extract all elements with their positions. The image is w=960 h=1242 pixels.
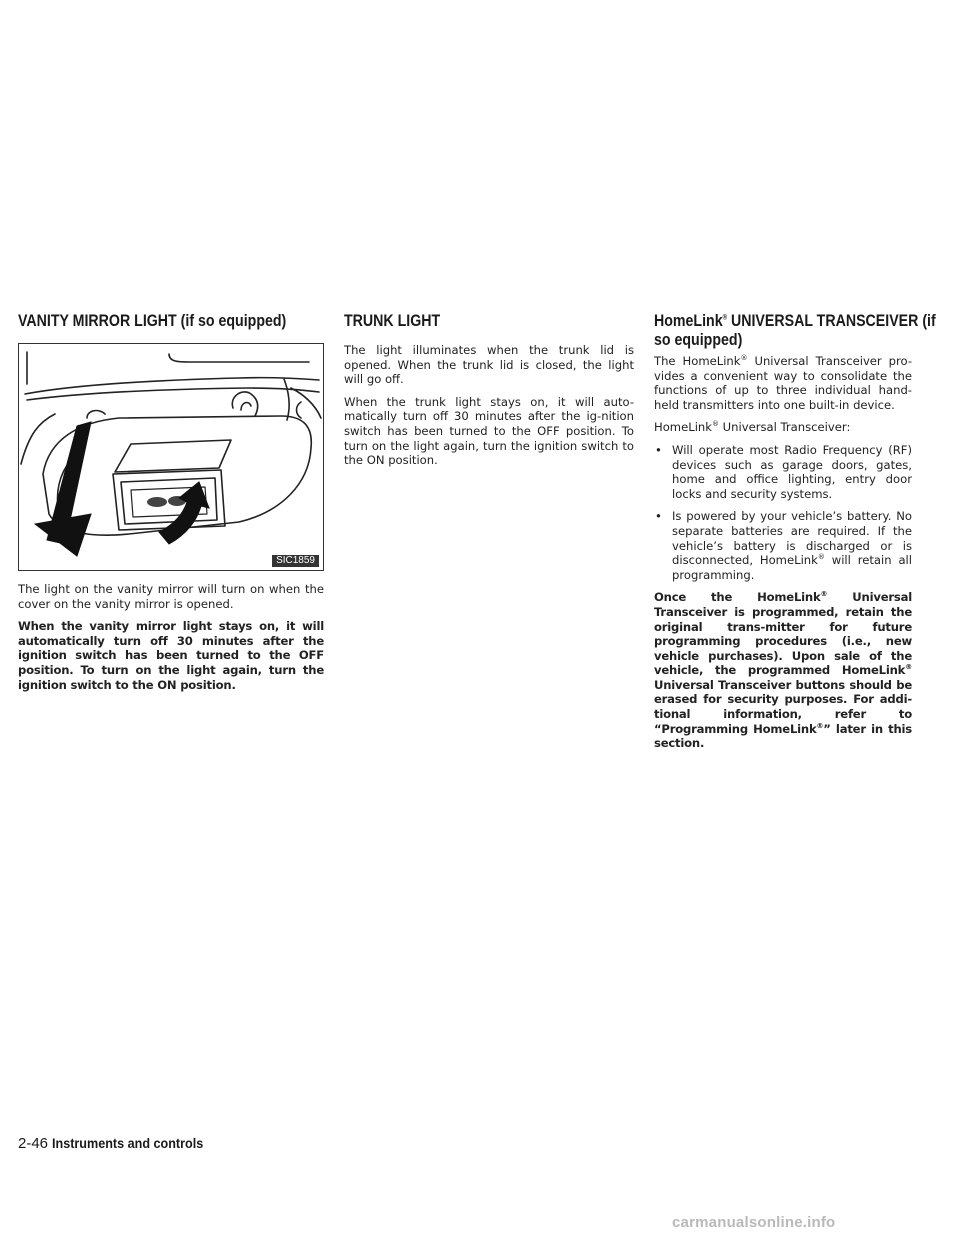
trunk-text-2: When the trunk light stays on, it will auto-matically turn off 30 minutes after the ig-nition switch has been turned to the OFF position. To turn on the light again, turn the ignition switch to the ON position. [344, 394, 634, 468]
column-trunk-light [344, 312, 634, 476]
homelink-lead: HomeLink® Universal Transceiver: [654, 420, 851, 435]
page-footer [18, 1135, 220, 1152]
vanity-text-1: The light on the vanity mirror will turn on when the cover on the vanity mirror is opened. [18, 582, 324, 611]
homelink-feature-list [654, 443, 912, 582]
list-item: • Is powered by your vehicle’s battery. No separate batteries are required. If the vehicle’s battery is discharged or is disconnected, HomeLink® will retain all programming. [655, 509, 912, 582]
list-item: • Will operate most Radio Frequency (RF) devices such as garage doors, gates, home and office lighting, entry door locks and security systems. [655, 442, 912, 501]
column-vanity-mirror-light [18, 312, 324, 700]
sun-visor-illustration [19, 344, 324, 571]
watermark-text: carmanualsonline.info [672, 1214, 836, 1231]
column-homelink [654, 312, 936, 759]
trunk-text-1: The light illuminates when the trunk lid is opened. When the trunk lid is closed, the light will go off. [344, 343, 634, 387]
vanity-text-2: When the vanity mirror light stays on, it will automatically turn off 30 minutes after the ignition switch has been turned to the OFF position. To turn on the light again, turn the ignition switch to the ON position. [18, 619, 324, 692]
heading-homelink: HomeLink® UNIVERSAL TRANSCEIVER (if so equipped) [654, 312, 936, 349]
heading-vanity-mirror-light: VANITY MIRROR LIGHT (if so equipped) [18, 312, 287, 330]
section-title: Instruments and controls [52, 1135, 204, 1151]
page-number: 2-46 [18, 1135, 49, 1152]
homelink-intro: The HomeLink® Universal Transceiver pro-vides a convenient way to consolidate the functions of up to three individual hand-held transmitters into one built-in device. [654, 354, 913, 412]
homelink-notice: Once the HomeLink® Universal Transceiver is programmed, retain the original trans-mitter for future programming procedures (i.e., new vehicle purchases). Upon sale of the vehicle, the programmed HomeLink® Universal Transceiver buttons should be erased for security purposes. For addi-tional information, refer to “Programming HomeLink®” later in this section. [654, 590, 912, 751]
bullet-icon: • [655, 509, 662, 524]
figure-code-label: SIC1859 [272, 555, 319, 567]
bullet-icon: • [655, 442, 662, 457]
heading-trunk-light: TRUNK LIGHT [344, 312, 441, 330]
figure-vanity-mirror [18, 343, 324, 571]
